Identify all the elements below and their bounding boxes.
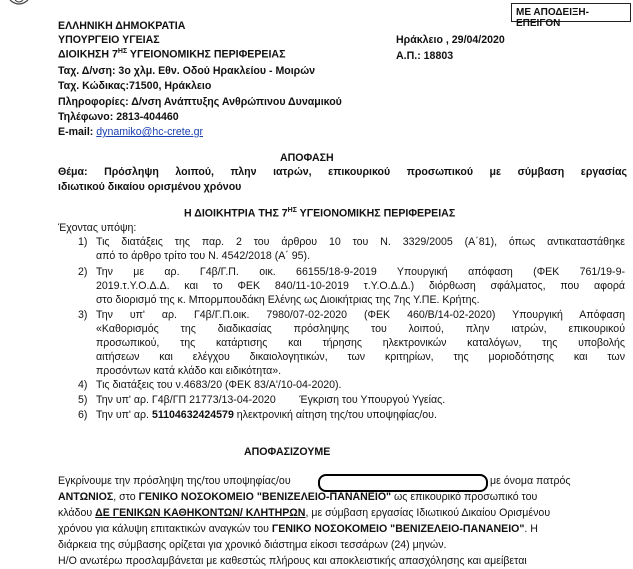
body-line-3: κλάδου ΔΕ ΓΕΝΙΚΩΝ ΚΑΘΗΚΟΝΤΩΝ/ ΚΛΗΤΗΡΩΝ, με σύμβαση εργασίας Ιδιωτικού Δικαίου Ορισμένου (58, 507, 551, 519)
item-3-line: «Καθορισμός της διαδικασίας πρόσληψης του λοιπού, πλην ιατρών, επικουρικού (96, 323, 625, 335)
item-4-line: Τις διατάξεις του ν.4683/20 (ΦΕΚ 83/Α'/10-04-2020). (96, 379, 342, 391)
item-1-line: από το άρθρο τρίτο του Ν. 4542/2018 (Α΄ 95). (96, 250, 311, 262)
item-number: 3) (78, 309, 88, 321)
item-1-line: Τις διατάξεις της παρ. 2 του άρθρου 10 του Ν. 3329/2005 (Α΄81), όπως αντικαταστάθηκε (96, 236, 625, 248)
document-title: ΑΠΟΦΑΣΗ (280, 152, 334, 164)
item-6-line: Την υπ' αρ. 51104632424579 ηλεκτρονική αίτηση της/του υποψηφίας/ου. (96, 409, 437, 421)
protocol-number: Α.Π.: 18803 (396, 50, 454, 62)
body-line-4: χρόνου για κάλυψη επιτακτικών αναγκών του ΓΕΝΙΚΟ ΝΟΣΟΚΟΜΕΙΟ "ΒΕΝΙΖΕΛΕΙΟ-ΠΑΝΑΝΕΙΟ". Η (58, 523, 538, 535)
header-info: Πληροφορίες: Δ/νση Ανάπτυξης Ανθρώπινου Δυναμικού (58, 96, 342, 108)
header-email: E-mail: dynamiko@hc-crete.gr (58, 126, 203, 138)
item-number: 5) (78, 394, 88, 406)
item-2-line: στο διορισμό της κ. Μπορμπουδάκη Ελένης ως Διοικήτριας της 7ης Υ.ΠΕ. Κρήτης. (96, 294, 480, 306)
authority-heading: Η ΔΙΟΙΚΗΤΡΙΑ ΤΗΣ $7^{H\Sigma}$ ΥΓΕΙΟΝΟΜΙΚΗΣ ΠΕΡΙΦΕΡΕΙΑΣ (184, 207, 456, 220)
body-line-1a: Εγκρίνουμε την πρόσληψη της/του υποψηφίας/ου (58, 475, 291, 487)
application-number: 51104632424579 (151, 409, 234, 421)
header-phone: Τηλέφωνο: 2813-404460 (58, 111, 179, 123)
coat-of-arms-icon (8, 0, 30, 7)
item-number: 4) (78, 379, 88, 391)
subject-line-2: ιδιωτικού δικαίου ορισμένου χρόνου (58, 181, 242, 193)
item-2-line: 2019.τ.Υ.Ο.Δ.Δ. και το ΦΕΚ 840/11-10-2019 τ.Υ.Ο.Δ.Δ.) διόρθωση σφάλματος, που αφορά (96, 280, 625, 292)
place-date: Ηράκλειο , 29/04/2020 (396, 34, 505, 46)
redaction-box (318, 474, 488, 492)
header-republic: ΕΛΛΗΝΙΚΗ ΔΗΜΟΚΡΑΤΙΑ (58, 20, 186, 32)
body-line-6: Η/Ο ανωτέρω προσλαμβάνεται με καθεστώς πλήρους και αποκλειστικής απασχόλησης και αμείβεται (58, 555, 527, 567)
item-number: 6) (78, 409, 88, 421)
item-3-line: Την υπ' αρ. Γ4β/Γ.Π.οικ. 7980/07-02-2020 (ΦΕΚ 460/Β/14-02-2020) Υπουργική Απόφαση (96, 309, 625, 321)
item-5-line: Την υπ' αρ. Γ4β/ΓΠ 21773/13-04-2020 Έγκριση του Υπουργού Υγείας. (96, 394, 446, 406)
item-3-line: προσωπικού, της κατάρτισης και τήρησης ηλεκτρονικών καταλόγων, της υποβολής (96, 337, 625, 349)
item-3-line: προσόντων κατά κλάδο και ειδικότητα». (96, 365, 282, 377)
header-ministry: ΥΠΟΥΡΓΕΙΟ ΥΓΕΙΑΣ (58, 34, 160, 46)
body-line-1b: με όνομα πατρός (490, 475, 571, 487)
considering-label: Έχοντας υπόψη: (58, 222, 137, 234)
subject-line-1: Θέμα: Πρόσληψη λοιπού, πλην ιατρών, επικουρικού προσωπικού με σύμβαση εργασίας (58, 166, 627, 178)
item-number: 1) (78, 236, 88, 248)
stamp-label: ΜΕ ΑΠΟΔΕΙΞΗ-ΕΠΕΙΓΟΝ (516, 7, 589, 29)
body-line-5: διάρκεια της σύμβασης ορίζεται για χρονικό διάστημα είκοσι τεσσάρων (24) μηνών. (58, 539, 447, 551)
item-number: 2) (78, 266, 88, 278)
body-line-2: ΑΝΤΩΝΙΟΣ, στο ΓΕΝΙΚΟ ΝΟΣΟΚΟΜΕΙΟ "ΒΕΝΙΖΕΛΕΙΟ-ΠΑΝΑΝΕΙΟ" ως επικουρικό προσωπικό του (58, 491, 538, 503)
email-link[interactable]: dynamiko@hc-crete.gr (96, 126, 203, 138)
item-3-line: αιτήσεων και ελέγχου δικαιολογητικών, των κριτηρίων, της μοριοδότησης και των (96, 351, 625, 363)
decision-heading: ΑΠΟΦΑΣΙΖΟΥΜΕ (244, 446, 331, 458)
item-2-line: Την με αρ. Γ4β/Γ.Π. οικ. 66155/18-9-2019 Υπουργική απόφαση (ΦΕΚ 761/19-9- (96, 266, 625, 278)
header-address: Ταχ. Δ/νση: 3ο χλμ. Εθν. Οδού Ηρακλείου - Μοιρών (58, 65, 316, 77)
header-postcode: Ταχ. Κώδικας:71500, Ηράκλειο (58, 80, 212, 92)
header-administration: ΔΙΟΙΚΗΣΗ $7^{H\Sigma}$ ΥΓΕΙΟΝΟΜΙΚΗΣ ΠΕΡΙΦΕΡΕΙΑΣ (58, 48, 286, 61)
